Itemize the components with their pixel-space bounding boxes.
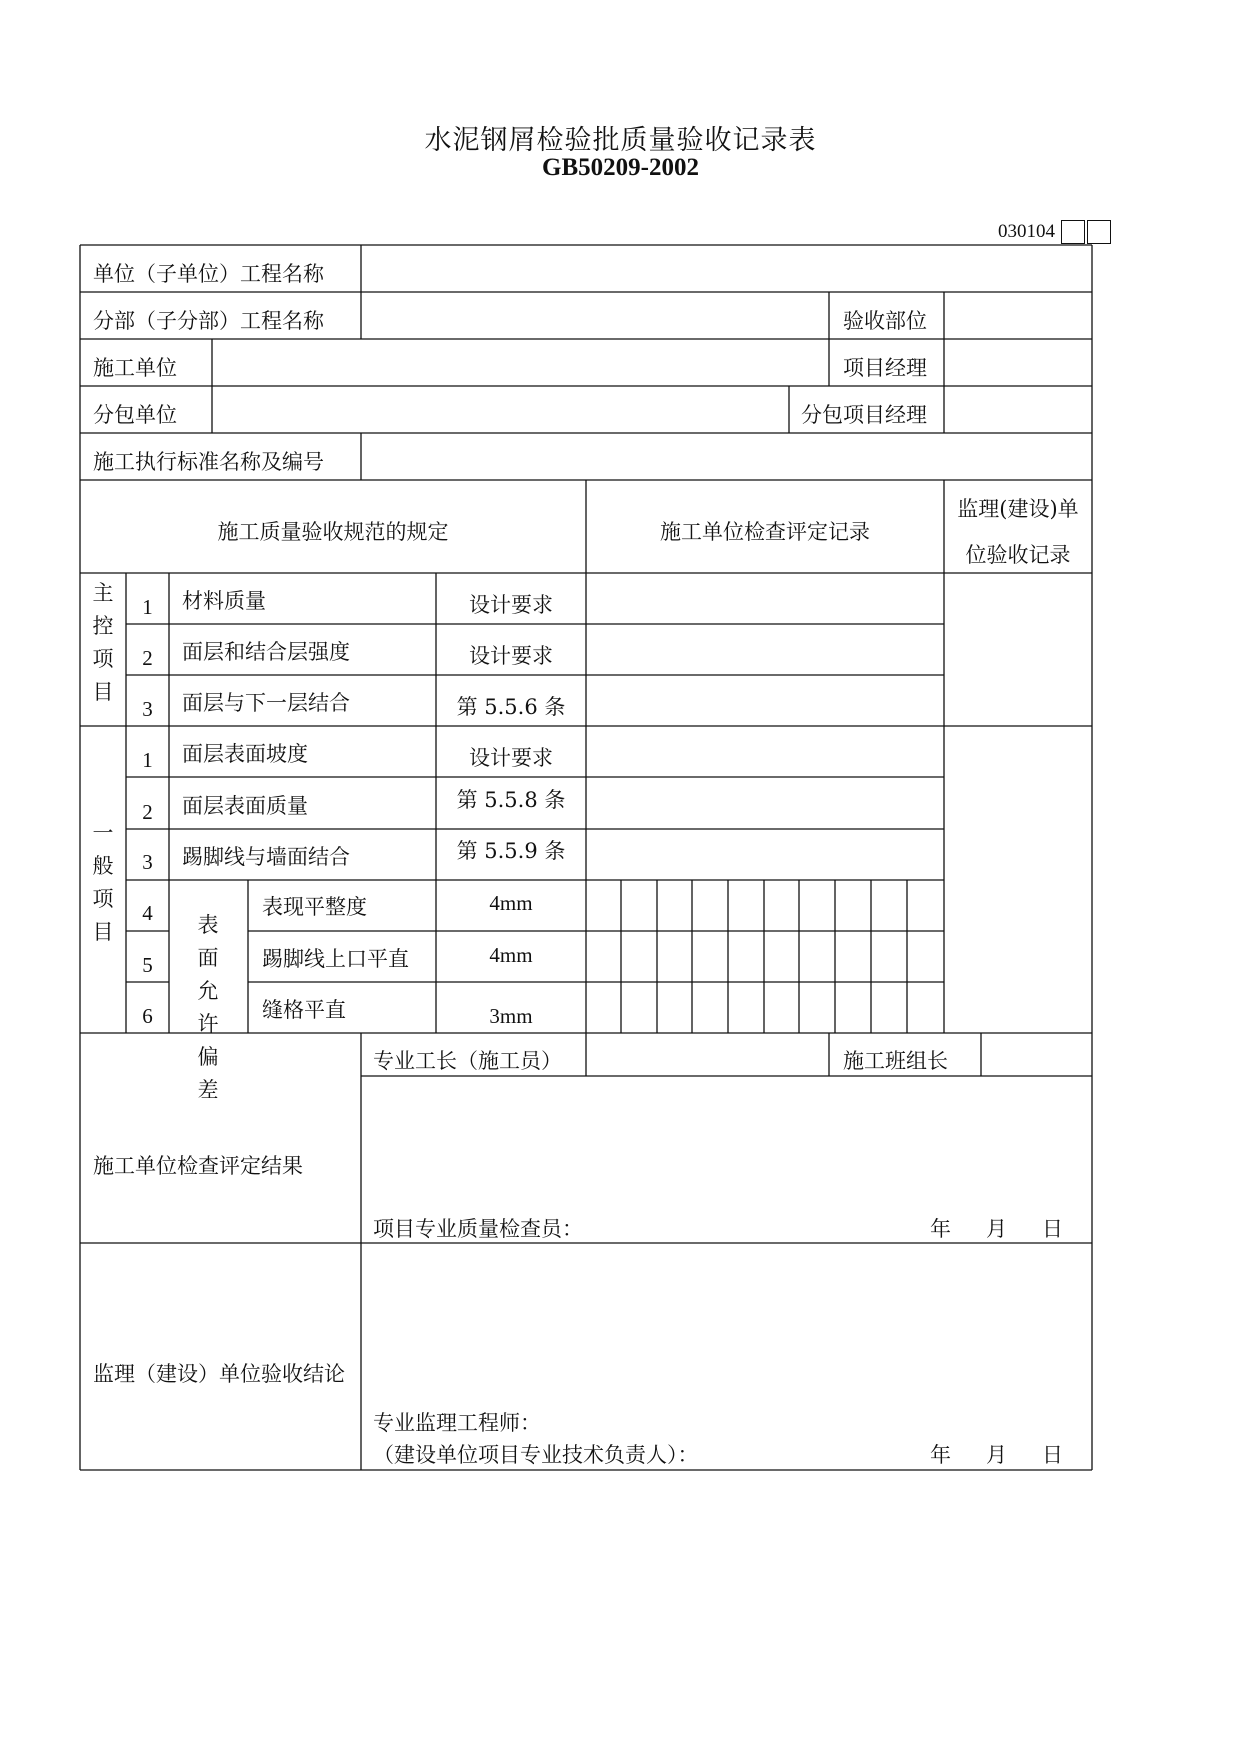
- general-item-no: 2: [142, 800, 153, 824]
- deviation-item-requirement: 4mm: [489, 943, 533, 967]
- form-code-row: [998, 220, 1111, 244]
- deviation-group-label: 表面允许偏差: [197, 913, 219, 1102]
- standard-code: GB50209-2002: [542, 154, 699, 181]
- deviation-item-no: 4: [142, 901, 153, 925]
- supervision-engineer-label: 专业监理工程师：: [373, 1411, 541, 1435]
- general-item-name: 面层表面质量: [182, 794, 308, 818]
- foreman-label: 专业工长（施工员）: [373, 1049, 562, 1073]
- deviation-item-name: 表现平整度: [262, 895, 367, 919]
- subcontract-unit-label: 分包单位: [93, 403, 177, 427]
- general-item-requirement: 第 5.5.8 条: [456, 788, 566, 812]
- quality-inspector-label: 项目专业质量检查员：: [373, 1217, 583, 1241]
- result-month-label: 月: [986, 1217, 1007, 1241]
- unit-project-label: 单位（子单位）工程名称: [93, 262, 324, 286]
- result-year-label: 年: [930, 1217, 951, 1241]
- main-item-no: 1: [142, 595, 153, 619]
- code-box-1[interactable]: [1061, 220, 1085, 244]
- supervision-header-line1: 监理(建设)单: [957, 497, 1079, 521]
- conclusion-day-label: 日: [1042, 1443, 1063, 1467]
- main-control-label: 主控项目: [92, 581, 114, 704]
- code-box-2[interactable]: [1087, 220, 1111, 244]
- owner-technical-lead-label: （建设单位项目专业技术负责人）：: [373, 1443, 699, 1467]
- main-item-name: 材料质量: [182, 589, 266, 613]
- general-item-requirement: 设计要求: [469, 746, 553, 770]
- general-item-name: 踢脚线与墙面结合: [182, 845, 350, 869]
- conclusion-year-label: 年: [930, 1443, 951, 1467]
- main-item-no: 2: [142, 646, 153, 670]
- division-project-label: 分部（子分部）工程名称: [93, 309, 324, 333]
- conclusion-month-label: 月: [986, 1443, 1007, 1467]
- general-items-label: 一般项目: [92, 821, 114, 944]
- general-item-requirement: 第 5.5.9 条: [456, 839, 566, 863]
- deviation-item-no: 5: [142, 953, 153, 977]
- subcontract-manager-label: 分包项目经理: [801, 403, 927, 427]
- main-item-name: 面层与下一层结合: [182, 691, 350, 715]
- standard-name-label: 施工执行标准名称及编号: [93, 450, 324, 474]
- deviation-item-no: 6: [142, 1004, 153, 1028]
- check-column-header: 施工单位检查评定记录: [660, 520, 870, 544]
- deviation-item-name: 踢脚线上口平直: [262, 947, 409, 971]
- main-item-no: 3: [142, 697, 153, 721]
- main-item-requirement: 设计要求: [469, 644, 553, 668]
- deviation-item-requirement: 4mm: [489, 891, 533, 915]
- deviation-item-requirement: 3mm: [489, 1004, 533, 1028]
- supervision-conclusion-label: 监理（建设）单位验收结论: [93, 1362, 345, 1386]
- form-title: 水泥钢屑检验批质量验收记录表: [424, 125, 817, 156]
- result-day-label: 日: [1042, 1217, 1063, 1241]
- construction-result-label: 施工单位检查评定结果: [93, 1154, 303, 1178]
- supervision-header-line2: 位验收记录: [965, 543, 1071, 567]
- general-item-no: 3: [142, 850, 153, 874]
- project-manager-label: 项目经理: [843, 356, 927, 380]
- main-item-name: 面层和结合层强度: [182, 640, 350, 664]
- acceptance-part-label: 验收部位: [843, 309, 927, 333]
- general-item-no: 1: [142, 748, 153, 772]
- form-code: 030104: [998, 221, 1055, 242]
- main-item-requirement: 设计要求: [469, 593, 553, 617]
- general-item-name: 面层表面坡度: [182, 742, 308, 766]
- team-leader-label: 施工班组长: [843, 1049, 948, 1073]
- spec-column-header: 施工质量验收规范的规定: [217, 520, 449, 544]
- construction-unit-label: 施工单位: [93, 356, 177, 380]
- main-item-requirement: 第 5.5.6 条: [456, 695, 566, 719]
- deviation-item-name: 缝格平直: [262, 998, 346, 1022]
